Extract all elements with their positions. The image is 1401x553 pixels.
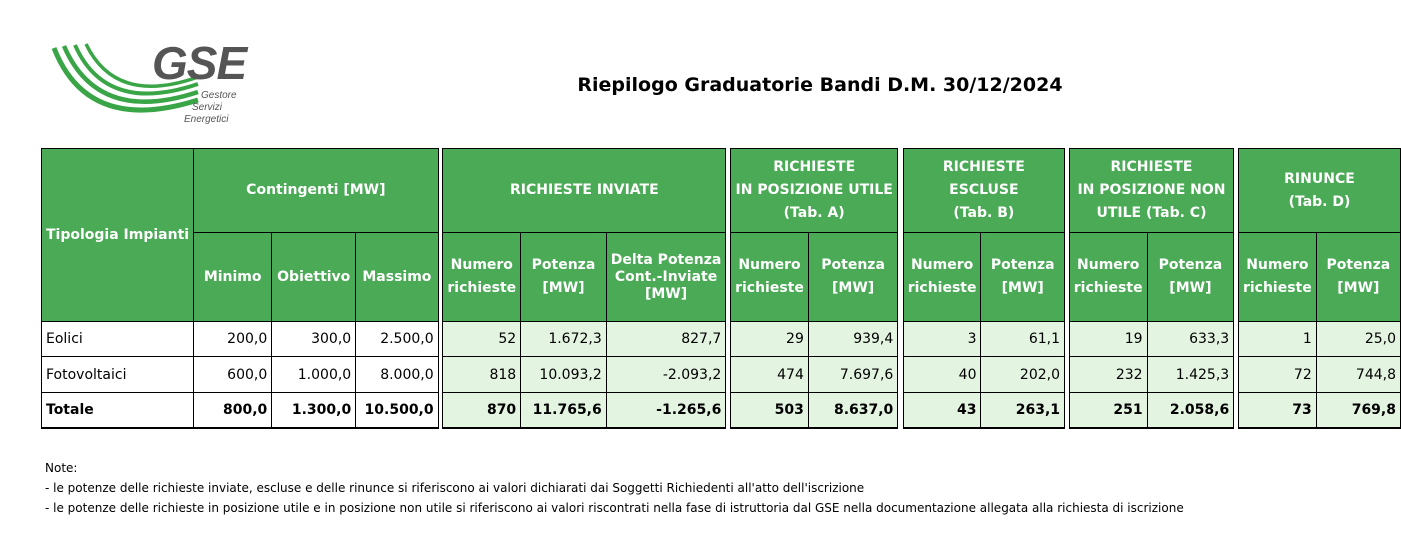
cell: 61,1 <box>981 322 1065 357</box>
logo-line-2: Servizi <box>192 102 223 113</box>
cell: 25,0 <box>1316 322 1400 357</box>
note-line: - le potenze delle richieste inviate, escluse e delle rinunce si riferiscono ai valori dichiarati dai Soggetti Richiedenti all'atto dell'iscrizione <box>45 481 865 495</box>
page-title: Riepilogo Graduatorie Bandi D.M. 30/12/2024 <box>577 74 1063 96</box>
table-row <box>42 322 1401 357</box>
cell: 633,3 <box>1147 322 1234 357</box>
cell: 600,0 <box>194 357 272 393</box>
cell: 800,0 <box>194 393 272 428</box>
cell: 1.425,3 <box>1147 357 1234 393</box>
cell: 19 <box>1069 322 1147 357</box>
cell: 40 <box>903 357 981 393</box>
cell: 1.300,0 <box>272 393 356 428</box>
notes-heading: Note: <box>45 461 78 475</box>
cell: 1 <box>1238 322 1316 357</box>
cell: 7.697,6 <box>808 357 897 393</box>
summary-table <box>41 148 1401 429</box>
table-row-total <box>42 393 1401 428</box>
notes <box>45 458 1184 518</box>
header-obiettivo: Obiettivo <box>272 233 356 322</box>
cell: 769,8 <box>1316 393 1400 428</box>
row-label: Totale <box>42 393 194 428</box>
cell: 2.500,0 <box>356 322 438 357</box>
cell: 232 <box>1069 357 1147 393</box>
header-inviate: RICHIESTE INVIATE <box>443 149 726 233</box>
cell: 29 <box>731 322 809 357</box>
cell: 8.000,0 <box>356 357 438 393</box>
cell: 43 <box>903 393 981 428</box>
header-utile: RICHIESTE IN POSIZIONE UTILE (Tab. A) <box>731 149 898 233</box>
cell: 10.500,0 <box>356 393 438 428</box>
header-nonutile: RICHIESTE IN POSIZIONE NON UTILE (Tab. C) <box>1069 149 1233 233</box>
cell: 263,1 <box>981 393 1065 428</box>
cell: 1.672,3 <box>521 322 607 357</box>
cell: 72 <box>1238 357 1316 393</box>
logo-line-3: Energetici <box>184 114 229 125</box>
header-minimo: Minimo <box>194 233 272 322</box>
cell: 827,7 <box>606 322 726 357</box>
logo-brand: GSE <box>152 37 247 89</box>
header-escluse: RICHIESTE ESCLUSE (Tab. B) <box>903 149 1064 233</box>
header-numero: Numero richieste <box>443 233 521 322</box>
cell: 474 <box>731 357 809 393</box>
header-numero: Numero richieste <box>903 233 981 322</box>
cell: 200,0 <box>194 322 272 357</box>
logo-line-1: Gestore <box>201 90 237 101</box>
cell: 73 <box>1238 393 1316 428</box>
cell: -2.093,2 <box>606 357 726 393</box>
header-massimo: Massimo <box>356 233 438 322</box>
header-contingenti: Contingenti [MW] <box>194 149 439 233</box>
header-numero: Numero richieste <box>1069 233 1147 322</box>
header-potenza: Potenza [MW] <box>1316 233 1400 322</box>
header-numero: Numero richieste <box>731 233 809 322</box>
header-rinunce: RINUNCE (Tab. D) <box>1238 149 1400 233</box>
cell: 503 <box>731 393 809 428</box>
cell: -1.265,6 <box>606 393 726 428</box>
cell: 300,0 <box>272 322 356 357</box>
gse-logo <box>48 37 258 140</box>
header-tipologia: Tipologia Impianti <box>42 149 194 322</box>
header-numero: Numero richieste <box>1238 233 1316 322</box>
cell: 870 <box>443 393 521 428</box>
cell: 818 <box>443 357 521 393</box>
table-row <box>42 357 1401 393</box>
note-line: - le potenze delle richieste in posizione utile e in posizione non utile si riferiscono ai valori riscontrati nella fase di istruttoria dal GSE nella documentazione allegata alla richiesta di iscrizione <box>45 501 1184 515</box>
cell: 1.000,0 <box>272 357 356 393</box>
cell: 52 <box>443 322 521 357</box>
row-label: Eolici <box>42 322 194 357</box>
cell: 10.093,2 <box>521 357 607 393</box>
header-potenza: Potenza [MW] <box>1147 233 1234 322</box>
header-potenza: Potenza [MW] <box>981 233 1065 322</box>
header-potenza: Potenza [MW] <box>521 233 607 322</box>
header-delta: Delta Potenza Cont.-Inviate [MW] <box>606 233 726 322</box>
cell: 2.058,6 <box>1147 393 1234 428</box>
row-label: Fotovoltaici <box>42 357 194 393</box>
header-potenza: Potenza [MW] <box>808 233 897 322</box>
cell: 939,4 <box>808 322 897 357</box>
cell: 251 <box>1069 393 1147 428</box>
cell: 3 <box>903 322 981 357</box>
cell: 744,8 <box>1316 357 1400 393</box>
cell: 11.765,6 <box>521 393 607 428</box>
cell: 202,0 <box>981 357 1065 393</box>
cell: 8.637,0 <box>808 393 897 428</box>
